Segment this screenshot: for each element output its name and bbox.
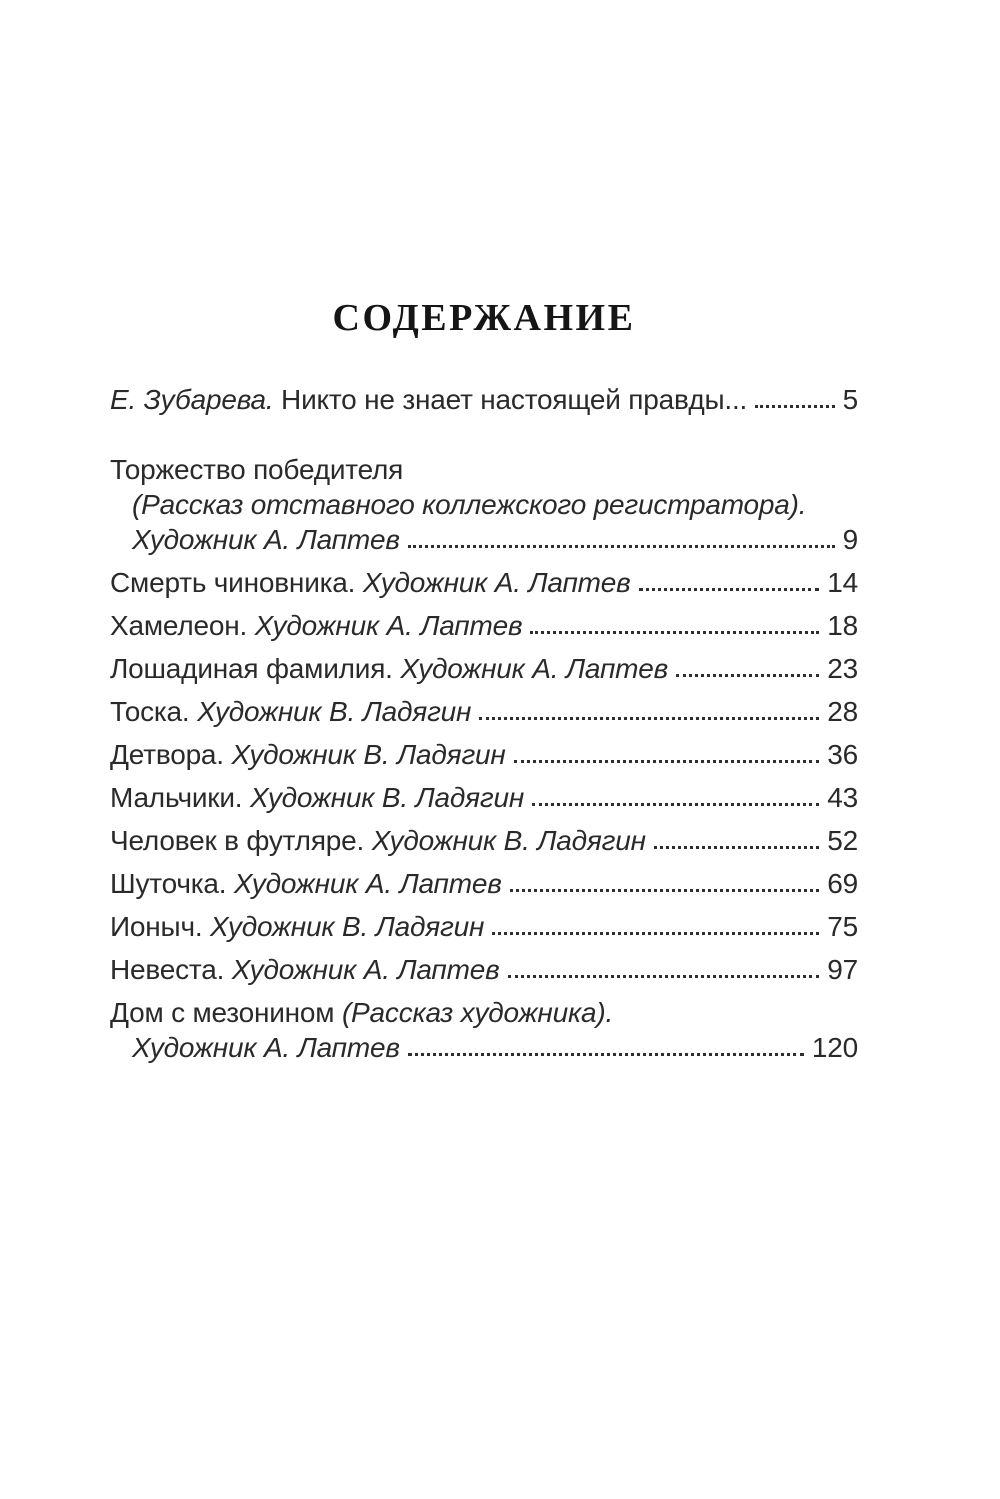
dot-leader bbox=[510, 889, 820, 892]
toc-line-text bbox=[110, 565, 631, 600]
page-number: 75 bbox=[827, 911, 858, 942]
toc-text-italic: Художник В. Ладягин bbox=[210, 911, 485, 942]
toc-text-italic: Художник А. Лаптев bbox=[362, 567, 631, 598]
toc-entries bbox=[110, 382, 858, 1065]
toc-line bbox=[110, 565, 858, 600]
toc-entry bbox=[110, 565, 858, 600]
toc-text: Никто не знает настоящей правды... bbox=[281, 384, 748, 415]
dot-leader bbox=[654, 846, 819, 849]
toc-line-text bbox=[110, 651, 668, 686]
toc-text-italic: (Рассказ отставного коллежского регистратора). bbox=[132, 489, 807, 520]
page-title: СОДЕРЖАНИЕ bbox=[332, 297, 636, 339]
toc-entry bbox=[110, 823, 858, 858]
toc-text-italic: Художник В. Ладягин bbox=[249, 782, 525, 813]
toc-line-text bbox=[110, 823, 646, 858]
dot-leader bbox=[408, 1053, 804, 1056]
toc-line-text bbox=[110, 737, 506, 772]
toc-text: Детвора. bbox=[110, 739, 232, 770]
page-number: 69 bbox=[827, 868, 858, 899]
toc-text: Смерть чиновника. bbox=[110, 567, 363, 598]
toc-line bbox=[110, 452, 858, 487]
toc-line bbox=[110, 737, 858, 772]
dot-leader bbox=[532, 803, 819, 806]
toc-text-italic: Художник А. Лаптев bbox=[132, 524, 400, 555]
dot-leader bbox=[639, 588, 820, 591]
toc-line-text bbox=[110, 995, 613, 1030]
toc-line bbox=[110, 487, 858, 522]
dot-leader bbox=[492, 932, 819, 935]
toc-line-text bbox=[110, 452, 403, 487]
toc-line-text bbox=[132, 1030, 400, 1065]
toc-text-italic: Художник А. Лаптев bbox=[233, 868, 502, 899]
dot-leader bbox=[530, 631, 819, 634]
toc-entry bbox=[110, 694, 858, 729]
toc-entry bbox=[110, 608, 858, 643]
toc-line bbox=[110, 382, 858, 417]
toc-text: Тоска. bbox=[110, 696, 198, 727]
toc-line bbox=[110, 995, 858, 1030]
toc-line bbox=[110, 909, 858, 944]
toc-text: Шуточка. bbox=[110, 868, 234, 899]
toc-text: Человек в футляре. bbox=[110, 825, 372, 856]
dot-leader bbox=[408, 545, 835, 548]
toc-line bbox=[110, 522, 858, 557]
toc-line bbox=[110, 823, 858, 858]
toc-text: Лошадиная фамилия. bbox=[110, 653, 401, 684]
toc-text: Невеста. bbox=[110, 954, 232, 985]
toc-text-italic: Е. Зубарева. bbox=[110, 384, 282, 415]
toc-text-italic: Художник В. Ладягин bbox=[371, 825, 646, 856]
page-number: 97 bbox=[827, 954, 858, 985]
toc-line-text bbox=[110, 952, 500, 987]
toc-text: Торжество победителя bbox=[110, 454, 404, 485]
dot-leader bbox=[479, 717, 819, 720]
toc-entry bbox=[110, 995, 858, 1065]
toc-line bbox=[110, 651, 858, 686]
dot-leader bbox=[755, 405, 834, 408]
page-number: 18 bbox=[827, 610, 858, 641]
toc-line-text bbox=[110, 866, 502, 901]
toc-entry bbox=[110, 651, 858, 686]
toc-entry bbox=[110, 452, 858, 557]
toc-line bbox=[110, 1030, 858, 1065]
toc-line-text bbox=[110, 608, 522, 643]
toc-text: Дом с мезонином bbox=[110, 997, 342, 1028]
toc-text: Мальчики. bbox=[110, 782, 250, 813]
toc-line bbox=[110, 866, 858, 901]
page-number: 36 bbox=[827, 739, 858, 770]
toc-text-italic: Художник А. Лаптев bbox=[231, 954, 500, 985]
toc-entry bbox=[110, 780, 858, 815]
dot-leader bbox=[514, 760, 820, 763]
dot-leader bbox=[676, 674, 819, 677]
page-number: 43 bbox=[827, 782, 858, 813]
toc-line-text bbox=[110, 909, 484, 944]
toc-text: Ионыч. bbox=[110, 911, 211, 942]
toc-text: Хамелеон. bbox=[110, 610, 255, 641]
toc-line-text bbox=[132, 487, 806, 522]
dot-leader bbox=[508, 975, 820, 978]
page-number: 23 bbox=[827, 653, 858, 684]
toc-text-italic: Художник В. Ладягин bbox=[197, 696, 472, 727]
toc-line bbox=[110, 694, 858, 729]
toc-line bbox=[110, 952, 858, 987]
toc-entry bbox=[110, 866, 858, 901]
toc-entry bbox=[110, 952, 858, 987]
toc-line-text bbox=[110, 780, 524, 815]
toc-entry bbox=[110, 382, 858, 417]
page-number: 5 bbox=[842, 384, 858, 415]
toc-line bbox=[110, 780, 858, 815]
page-number: 14 bbox=[827, 567, 858, 598]
page-number: 9 bbox=[842, 524, 858, 555]
page-number: 28 bbox=[827, 696, 858, 727]
page-number: 52 bbox=[827, 825, 858, 856]
toc-line-text bbox=[110, 382, 747, 417]
toc-line-text bbox=[132, 522, 400, 557]
toc-text-italic: Художник А. Лаптев bbox=[400, 653, 669, 684]
toc-entry bbox=[110, 909, 858, 944]
toc-line bbox=[110, 608, 858, 643]
toc-text-italic: Художник А. Лаптев bbox=[254, 610, 523, 641]
toc-text-italic: (Рассказ художника). bbox=[341, 997, 614, 1028]
toc-line-text bbox=[110, 694, 471, 729]
toc-text-italic: Художник А. Лаптев bbox=[132, 1032, 400, 1063]
page-number: 120 bbox=[811, 1032, 858, 1063]
toc-text-italic: Художник В. Ладягин bbox=[231, 739, 506, 770]
toc-entry bbox=[110, 737, 858, 772]
